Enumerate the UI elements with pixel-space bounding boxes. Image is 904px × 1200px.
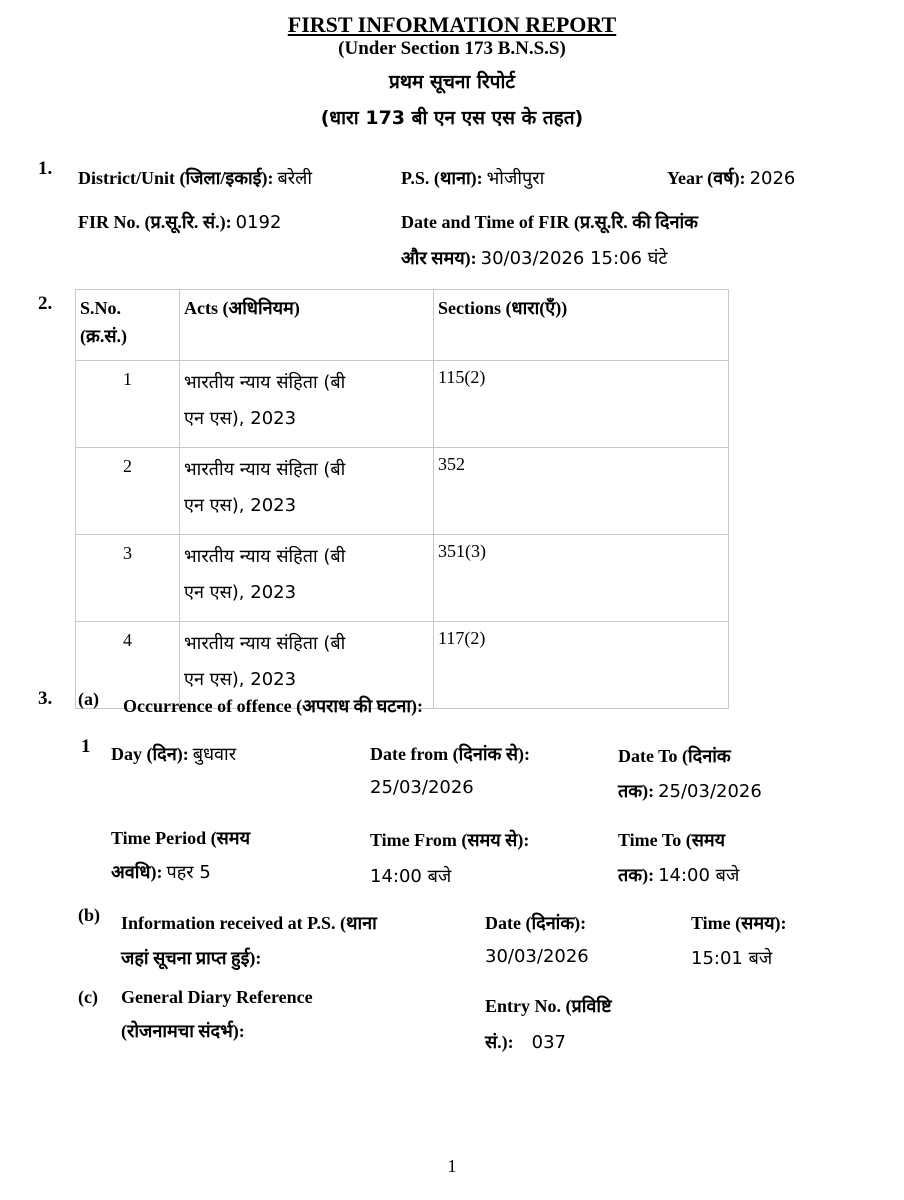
table-header-row: [76, 290, 729, 361]
general-diary-label: General Diary Reference: [121, 987, 313, 1007]
district-value: बरेली: [277, 168, 313, 189]
police-station-label: P.S. (थाना):: [401, 168, 483, 188]
time-to-field: [618, 863, 739, 887]
section-3b-marker: (b): [78, 905, 100, 925]
row-act: [180, 448, 434, 535]
document-title: FIRST INFORMATION REPORT: [287, 12, 617, 37]
document-subtitle-hindi: (धारा 173 बी एन एस एस के तहत): [320, 107, 584, 129]
info-received-label: Information received at P.S. (थाना: [121, 913, 377, 933]
date-to-label: Date To (दिनांक: [618, 746, 731, 766]
day-label: Day (दिन):: [111, 744, 189, 764]
info-date-value: 30/03/2026: [485, 946, 589, 967]
info-time-value: 15:01 बजे: [691, 948, 773, 969]
time-from-label: Time From (समय से):: [370, 830, 530, 850]
time-to-label-cont: तक):: [618, 865, 655, 885]
info-date-label: Date (दिनांक):: [485, 913, 587, 933]
time-from-value: 14:00 बजे: [370, 866, 452, 887]
time-period-field: [111, 860, 211, 884]
info-received-label-cont: जहां सूचना प्राप्त हुई):: [121, 948, 262, 968]
date-from-value: 25/03/2026: [370, 777, 474, 798]
date-to-value: 25/03/2026: [658, 781, 762, 802]
acts-sections-table: [75, 289, 729, 709]
row-act-line: भारतीय न्याय संहिता (बी: [184, 372, 346, 393]
year-label: Year (वर्ष):: [667, 168, 746, 188]
info-time-label: Time (समय):: [691, 913, 787, 933]
row-section: 115(2): [434, 361, 729, 448]
row-section: 117(2): [434, 622, 729, 709]
entry-number-label: Entry No. (प्रविष्टि: [485, 996, 612, 1016]
row-sno: 1: [76, 361, 180, 448]
table-row: [76, 448, 729, 535]
occurrence-item-number: 1: [81, 736, 91, 757]
section-3a-marker: (a): [78, 689, 99, 709]
entry-number-field: [485, 1030, 566, 1054]
header-sno: [76, 290, 180, 361]
date-to-field: [618, 779, 762, 803]
row-section: 352: [434, 448, 729, 535]
police-station-field: [401, 166, 544, 190]
header-sno-label: S.No.: [80, 298, 122, 318]
time-to-value: 14:00 बजे: [658, 865, 740, 886]
document-subtitle: (Under Section 173 B.N.S.S): [338, 38, 566, 59]
row-act-line: भारतीय न्याय संहिता (बी: [184, 546, 346, 567]
row-act-line: एन एस), 2023: [184, 495, 297, 516]
fir-number-value: 0192: [235, 212, 282, 233]
table-row: [76, 361, 729, 448]
occurrence-heading: Occurrence of offence (अपराध की घटना):: [123, 696, 423, 716]
row-sno: 3: [76, 535, 180, 622]
header-sections: Sections (धारा(एँ)): [434, 290, 729, 361]
fir-number-label: FIR No. (प्र.सू.रि. सं.):: [78, 212, 232, 232]
time-period-label-cont: अवधि):: [111, 862, 163, 882]
day-field: [111, 742, 236, 766]
date-to-label-cont: तक):: [618, 781, 655, 801]
police-station-value: भोजीपुरा: [486, 168, 545, 189]
year-field: [667, 166, 795, 190]
section-3c-marker: (c): [78, 987, 98, 1007]
time-period-label: Time Period (समय: [111, 828, 251, 848]
section-3-number: 3.: [38, 688, 53, 709]
header-sno-label-hi: (क्र.सं.): [80, 326, 127, 346]
date-from-label: Date from (दिनांक से):: [370, 744, 530, 764]
fir-number-field: [78, 210, 281, 234]
fir-date-label-cont: और समय):: [401, 248, 477, 268]
time-period-value: पहर 5: [166, 862, 211, 883]
row-sno: 4: [76, 622, 180, 709]
general-diary-label-cont: (रोजनामचा संदर्भ):: [121, 1021, 245, 1041]
row-act-line: एन एस), 2023: [184, 408, 297, 429]
row-sno: 2: [76, 448, 180, 535]
row-act-line: एन एस), 2023: [184, 669, 297, 690]
row-act: [180, 361, 434, 448]
day-value: बुधवार: [192, 744, 237, 765]
district-label: District/Unit (जिला/इकाई):: [78, 168, 274, 188]
fir-date-value: 30/03/2026 15:06 घंटे: [480, 248, 668, 269]
year-value: 2026: [749, 168, 796, 189]
row-act-line: भारतीय न्याय संहिता (बी: [184, 633, 346, 654]
row-act-line: एन एस), 2023: [184, 582, 297, 603]
district-field: [78, 166, 312, 190]
time-to-label: Time To (समय: [618, 830, 726, 850]
section-2-number: 2.: [38, 293, 53, 314]
fir-date-label: Date and Time of FIR (प्र.सू.रि. की दिनांक: [401, 212, 698, 232]
entry-number-label-cont: सं.):: [485, 1032, 514, 1052]
entry-number-value: 037: [531, 1032, 567, 1053]
row-act-line: भारतीय न्याय संहिता (बी: [184, 459, 346, 480]
row-act: [180, 535, 434, 622]
table-row: [76, 535, 729, 622]
fir-date-field: [401, 246, 667, 270]
document-title-hindi: प्रथम सूचना रिपोर्ट: [389, 71, 515, 93]
row-section: 351(3): [434, 535, 729, 622]
section-1-number: 1.: [38, 158, 53, 179]
page-number: 1: [447, 1156, 457, 1176]
header-acts: Acts (अधिनियम): [180, 290, 434, 361]
